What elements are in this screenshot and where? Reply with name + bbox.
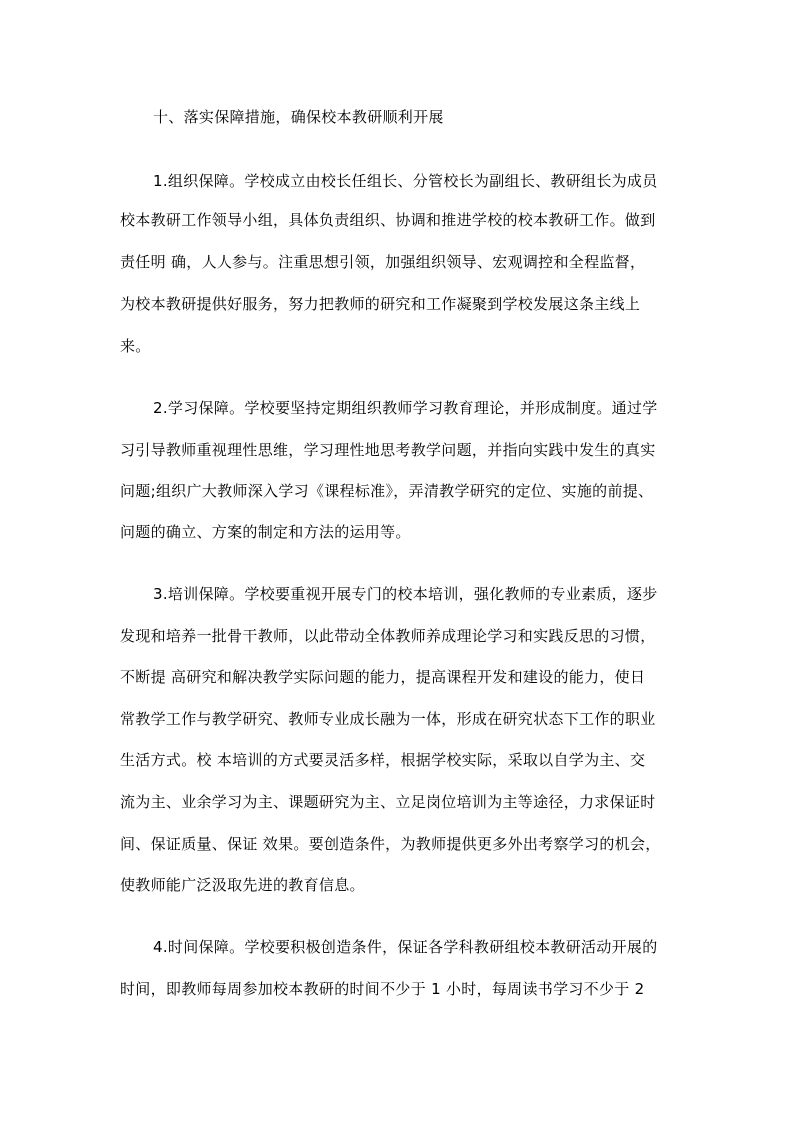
paragraph-2-line-3: 问题;组织广大教师深入学习《课程标准》，弄清教学研究的定位、实施的前提、 (120, 482, 654, 500)
paragraph-2-line-4: 问题的确立、方案的制定和方法的运用等。 (120, 523, 411, 541)
paragraph-3-line-4: 常教学工作与教学研究、教师专业成长融为一体，形成在研究状态下工作的职业 (120, 710, 656, 728)
paragraph-1-line-4: 为校本教研提供好服务，努力把教师的研究和工作凝聚到学校发展这条主线上 (120, 295, 641, 313)
paragraph-3-line-5: 生活方式。校 本培训的方式要灵活多样，根据学校实际，采取以自学为主、交 (120, 751, 646, 769)
paragraph-3-line-6: 流为主、业余学习为主、课题研究为主、立足岗位培训为主等途径，力求保证时 (120, 793, 656, 811)
paragraph-3-line-1: 3.培训保障。学校要重视开展专门的校本培训，强化教师的专业素质，逐步 (153, 585, 658, 603)
paragraph-4-line-2: 时间，即教师每周参加校本教研的时间不少于 1 小时，每周读书学习不少于 2 (120, 980, 645, 998)
section-heading: 十、落实保障措施，确保校本教研顺利开展 (153, 108, 444, 126)
paragraph-1-line-1: 1.组织保障。学校成立由校长任组长、分管校长为副组长、教研组长为成员 (153, 172, 658, 190)
paragraph-1-line-3: 责任明 确，人人参与。注重思想引领，加强组织领导、宏观调控和全程监督， (120, 253, 646, 271)
paragraph-3-line-8: 使教师能广泛汲取先进的教育信息。 (120, 876, 365, 894)
paragraph-1-line-2: 校本教研工作领导小组，具体负责组织、协调和推进学校的校本教研工作。做到 (120, 211, 656, 229)
paragraph-4-line-1: 4.时间保障。学校要积极创造条件，保证各学科教研组校本教研活动开展的 (153, 938, 658, 956)
paragraph-2-line-1: 2.学习保障。学校要坚持定期组织教师学习教育理论，并形成制度。通过学 (153, 399, 658, 417)
paragraph-3-line-3: 不断提 高研究和解决教学实际问题的能力，提高课程开发和建设的能力，使日 (120, 668, 646, 686)
paragraph-3-line-2: 发现和培养一批骨干教师，以此带动全体教师养成理论学习和实践反思的习惯， (120, 627, 656, 645)
paragraph-3-line-7: 间、保证质量、保证 效果。要创造条件，为教师提供更多外出考察学习的机会， (120, 835, 661, 853)
paragraph-2-line-2: 习引导教师重视理性思维，学习理性地思考教学问题，并指向实践中发生的真实 (120, 441, 656, 459)
paragraph-1-line-5: 来。 (120, 337, 151, 355)
